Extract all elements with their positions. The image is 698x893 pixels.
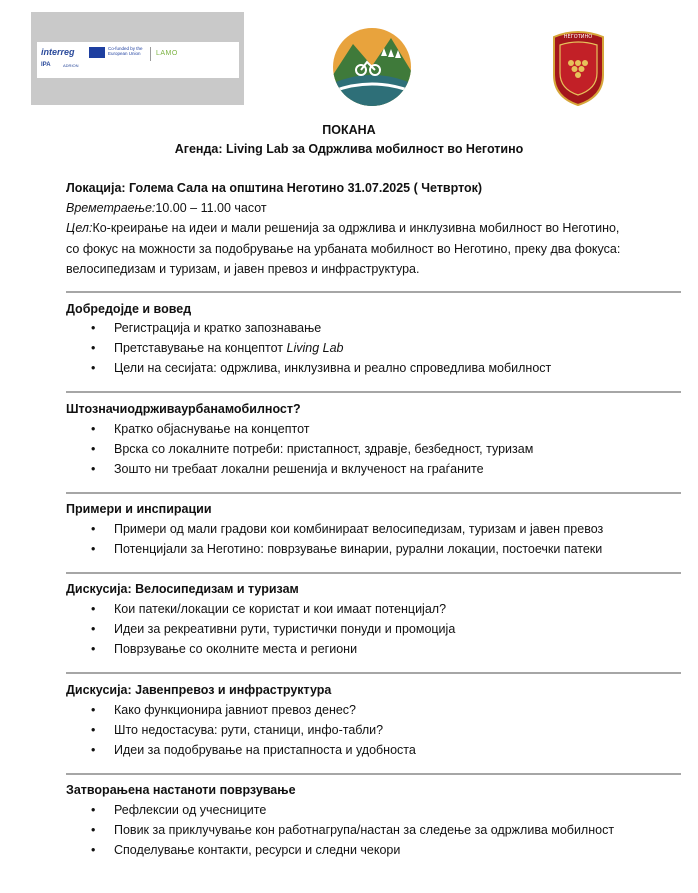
bullet-icon: • <box>91 622 96 636</box>
living-lab-circle-logo <box>331 26 413 108</box>
location-line: Локација: Голема Сала на општина Неготино 31.07.2025 ( Четврток) <box>66 181 483 195</box>
ipa-label: IPA <box>41 62 51 68</box>
list-item-text: Зошто ни требаат локални решенија и вклученост на граѓаните <box>114 462 484 476</box>
list-item-text: Идеи за рекреативни рути, туристички понуди и промоција <box>114 622 456 636</box>
duration-line <box>66 201 267 215</box>
goal-label: Цел: <box>66 221 93 235</box>
section-heading: Добредојде и вовед <box>66 302 192 316</box>
goal-line-3: велосипедизам и туризам, и јавен превоз и инфраструктура. <box>66 262 420 276</box>
list-item-text: Цели на сесијата: одржлива, инклузивна и реално спроведлива мобилност <box>114 361 552 375</box>
list-item-text: Поврзување со околните места и региони <box>114 642 358 656</box>
bullet-icon: • <box>91 743 96 757</box>
bullet-icon: • <box>91 843 96 857</box>
interreg-logo-panel <box>31 12 244 105</box>
list-item-text: Кратко објаснување на концептот <box>114 422 310 436</box>
bullet-icon: • <box>91 803 96 817</box>
goal-line-1 <box>66 221 619 235</box>
list-item-text: Врска со локалните потреби: пристапност, здравје, безбедност, туризам <box>114 442 534 456</box>
section-heading: Штозначиодрживаурбанамобилност? <box>66 402 301 416</box>
section-divider <box>66 572 681 574</box>
section-divider <box>66 492 681 494</box>
list-item-text: Повик за приклучување кон работнагрупа/настан за следење за одржлива мобилност <box>114 823 615 837</box>
goal-line-2: со фокус на можности за подобрување на урбаната мобилност во Неготино, преку два фокуса: <box>66 242 621 256</box>
eu-cofunded-text: Co-funded by the European Union <box>108 46 143 56</box>
bullet-icon: • <box>91 361 96 375</box>
interreg-logo <box>37 42 239 78</box>
bullet-icon: • <box>91 703 96 717</box>
section-heading: Дискусија: Јавенпревоз и инфраструктура <box>66 683 332 697</box>
list-item-text: Споделување контакти, ресурси и следни чекори <box>114 843 401 857</box>
interreg-wordmark: interreg <box>41 47 75 57</box>
list-item-text: Како функционира јавниот превоз денес? <box>114 703 357 717</box>
list-item-text: Рефлексии од учесниците <box>114 803 267 817</box>
bullet-icon: • <box>91 442 96 456</box>
bullet-icon: • <box>91 823 96 837</box>
goal-text-1: Ко-креирање на идеи и мали решенија за одржлива и инклузивна мобилност во Неготино, <box>92 221 620 235</box>
list-item-text <box>114 341 344 355</box>
section-divider <box>66 391 681 393</box>
list-item-text: Што недостасува: рути, станици, инфо-табли? <box>114 723 384 737</box>
agenda-title: Агенда: Living Lab за Одржлива мобилност во Неготино <box>174 142 524 156</box>
list-item-text: Потенцијали за Неготино: поврзување винарии, рурални локации, постоечки патеки <box>114 542 603 556</box>
bullet-icon: • <box>91 542 96 556</box>
duration-label: Времетраење: <box>66 201 156 215</box>
crest-text: НЕГОТИНО <box>563 34 593 40</box>
list-item-text: Примери од мали градови кои комбинираат велосипедизам, туризам и јавен превоз <box>114 522 604 536</box>
ipa-sub-label: ADRION <box>63 63 79 68</box>
bullet-icon: • <box>91 723 96 737</box>
list-item-text-part: Претставување на концептот <box>114 341 287 355</box>
logo-divider <box>150 47 151 61</box>
duration-value: 10.00 – 11.00 часот <box>155 201 267 215</box>
bullet-icon: • <box>91 522 96 536</box>
negotino-crest-logo <box>550 27 607 107</box>
list-item-text: Идеи за подобрување на пристапноста и удобноста <box>114 743 416 757</box>
section-divider <box>66 773 681 775</box>
bullet-icon: • <box>91 642 96 656</box>
bullet-icon: • <box>91 602 96 616</box>
section-divider <box>66 672 681 674</box>
invitation-title: ПОКАНА <box>322 123 376 137</box>
bullet-icon: • <box>91 341 96 355</box>
section-heading: Затворањена настаноти поврзување <box>66 783 296 797</box>
section-heading: Примери и инспирации <box>66 502 212 516</box>
header-logos <box>0 0 698 115</box>
bullet-icon: • <box>91 422 96 436</box>
section-heading: Дискусија: Велосипедизам и туризам <box>66 582 299 596</box>
list-item-text: Кои патеки/локации се користат и кои имаат потенцијал? <box>114 602 447 616</box>
living-lab-term: Living Lab <box>286 341 344 355</box>
list-item-text: Регистрација и кратко запознавање <box>114 321 322 335</box>
section-divider <box>66 291 681 293</box>
lamo-wordmark: LAMO <box>156 50 178 57</box>
bullet-icon: • <box>91 321 96 335</box>
bullet-icon: • <box>91 462 96 476</box>
eu-flag-icon <box>89 47 105 58</box>
